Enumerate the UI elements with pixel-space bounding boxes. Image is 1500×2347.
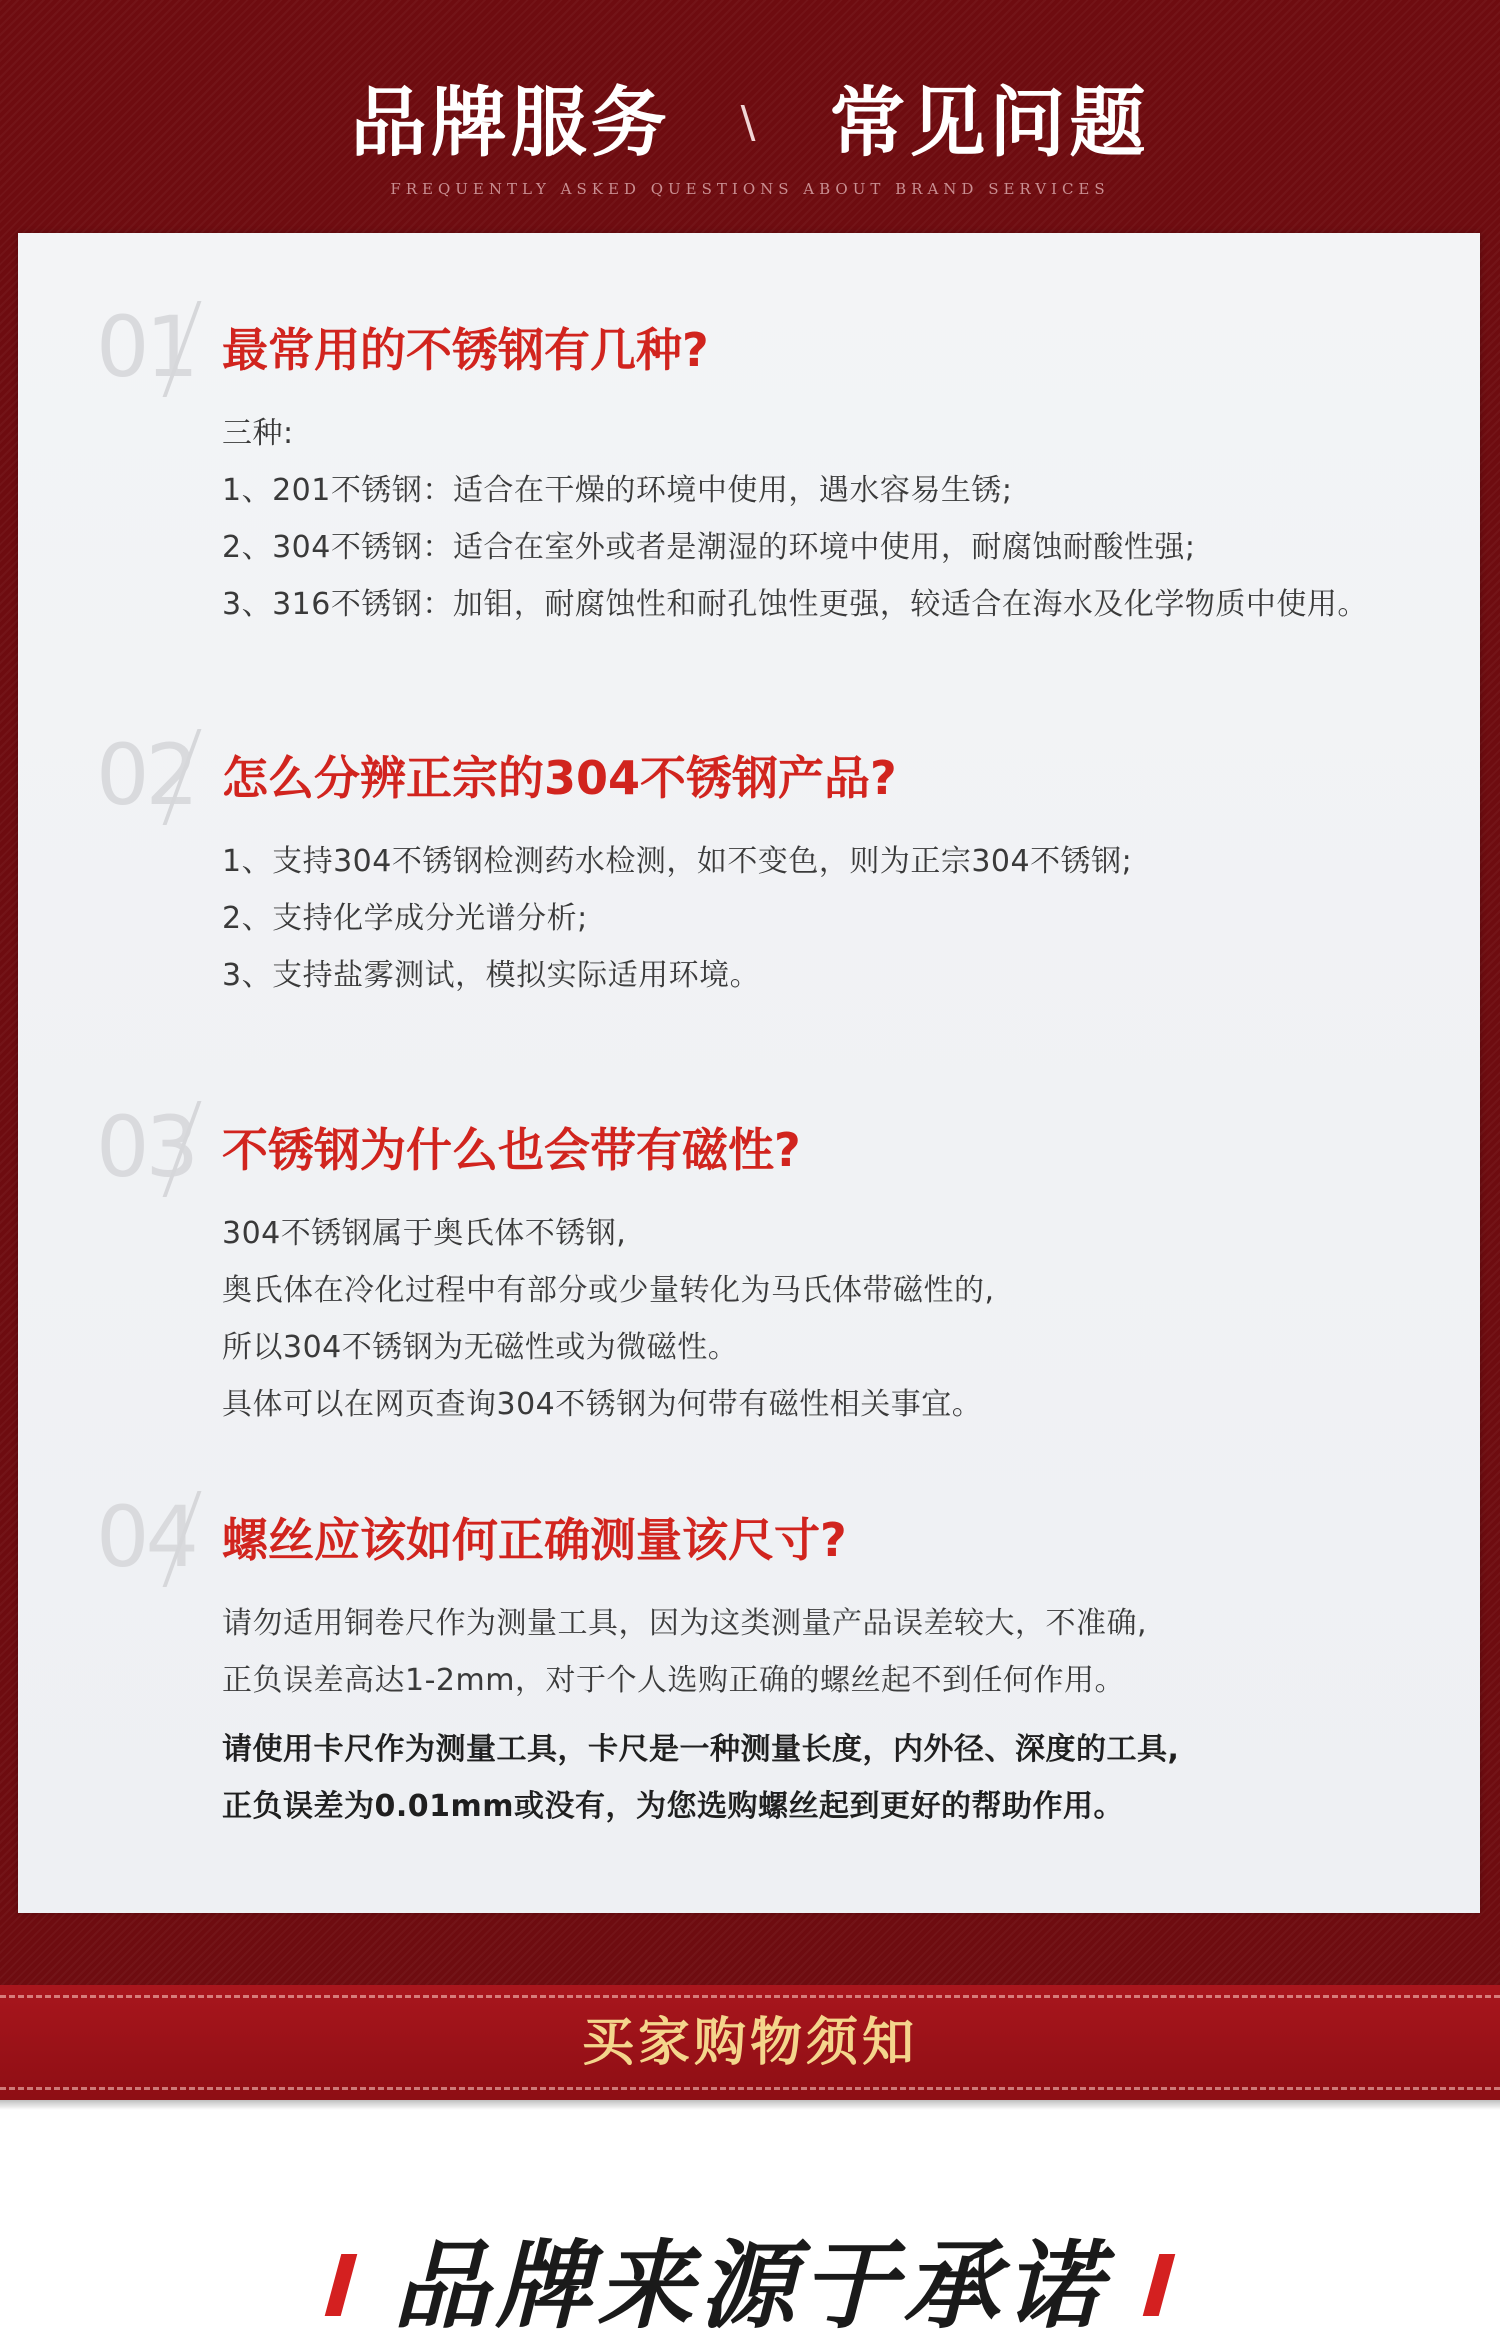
faq-number: 04 xyxy=(96,1488,195,1586)
brand-promise-heading xyxy=(0,2210,1500,2347)
faq-question: 螺丝应该如何正确测量该尺寸? xyxy=(222,1513,847,1567)
buyer-notice-banner xyxy=(0,1985,1500,2100)
faq-question: 不锈钢为什么也会带有磁性? xyxy=(222,1123,801,1177)
brand-promise-text: 品牌来源于承诺 xyxy=(393,2230,1107,2342)
title-brand-service: 品牌服务 xyxy=(350,78,671,167)
faq-number: 02 xyxy=(96,726,195,824)
faq-question: 怎么分辨正宗的304不锈钢产品? xyxy=(222,751,897,805)
faq-question: 最常用的不锈钢有几种? xyxy=(222,323,709,377)
answer-line: 1、支持304不锈钢检测药水检测，如不变色，则为正宗304不锈钢; xyxy=(222,844,1133,879)
accent-bar-left xyxy=(325,2254,358,2316)
answer-line: 1、201不锈钢：适合在干燥的环境中使用，遇水容易生锈; xyxy=(222,473,1013,508)
accent-bar-right xyxy=(1143,2254,1176,2316)
title-separator: \ xyxy=(740,96,760,148)
answer-line: 所以304不锈钢为无磁性或为微磁性。 xyxy=(222,1330,739,1365)
answer-line-bold: 正负误差为0.01mm或没有，为您选购螺丝起到更好的帮助作用。 xyxy=(222,1789,1125,1824)
buyer-notice-title: 买家购物须知 xyxy=(581,2012,918,2073)
faq-answer xyxy=(222,405,1368,633)
answer-line: 2、304不锈钢：适合在室外或者是潮湿的环境中使用，耐腐蚀耐酸性强; xyxy=(222,530,1196,565)
faq-answer xyxy=(222,1595,1179,1835)
answer-line-bold: 请使用卡尺作为测量工具，卡尺是一种测量长度，内外径、深度的工具, xyxy=(222,1732,1180,1767)
answer-line: 2、支持化学成分光谱分析; xyxy=(222,901,588,936)
answer-line: 304不锈钢属于奥氏体不锈钢, xyxy=(222,1216,627,1251)
answer-line: 正负误差高达1-2mm，对于个人选购正确的螺丝起不到任何作用。 xyxy=(222,1663,1125,1698)
faq-answer xyxy=(222,1205,995,1433)
answer-line: 3、316不锈钢：加钼，耐腐蚀性和耐孔蚀性更强，较适合在海水及化学物质中使用。 xyxy=(222,587,1368,622)
page-subtitle: FREQUENTLY ASKED QUESTIONS ABOUT BRAND SERVICES xyxy=(390,180,1110,198)
answer-line: 具体可以在网页查询304不锈钢为何带有磁性相关事宜。 xyxy=(222,1387,983,1422)
faq-panel xyxy=(18,233,1480,1913)
answer-gap xyxy=(222,1709,1179,1721)
title-faq: 常见问题 xyxy=(829,78,1150,167)
answer-line: 请勿适用铜卷尺作为测量工具，因为这类测量产品误差较大，不准确, xyxy=(222,1606,1148,1641)
dashed-border-bottom xyxy=(0,2087,1500,2090)
faq-number: 01 xyxy=(96,298,195,396)
page-title xyxy=(0,62,1500,171)
banner-shadow xyxy=(0,2100,1500,2110)
answer-line: 三种: xyxy=(222,416,294,451)
faq-number: 03 xyxy=(96,1098,195,1196)
answer-line: 3、支持盐雾测试，模拟实际适用环境。 xyxy=(222,958,761,993)
answer-line: 奥氏体在冷化过程中有部分或少量转化为马氏体带磁性的, xyxy=(222,1273,995,1308)
faq-answer xyxy=(222,833,1132,1004)
